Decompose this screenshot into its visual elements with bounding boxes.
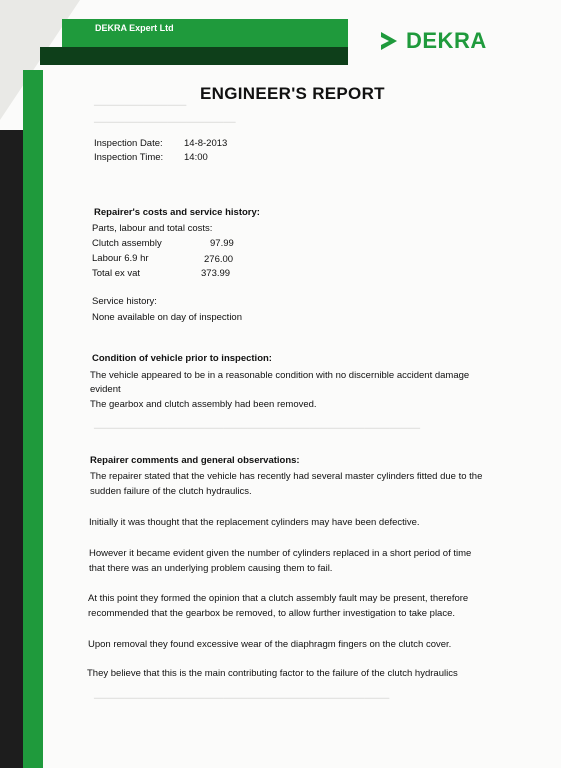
cost-item-value: 97.99 bbox=[210, 238, 234, 249]
inspection-time-value: 14:00 bbox=[184, 152, 208, 163]
bleed-through-text: ▁▁▁▁▁▁▁▁▁▁▁▁▁▁▁ bbox=[94, 97, 187, 106]
bleed-through-text: ▁▁▁▁▁▁▁▁▁▁▁▁▁▁▁▁▁▁▁▁▁▁▁▁▁▁▁▁▁▁▁▁▁▁▁▁▁▁▁▁▁▁▁▁▁▁▁▁ bbox=[94, 690, 390, 699]
comments-text: recommended that the gearbox be removed, to allow further investigation to take place. bbox=[88, 608, 456, 619]
cost-item-label: Total ex vat bbox=[92, 268, 141, 279]
dekra-arrow-logo-icon bbox=[378, 30, 400, 52]
bleed-through-text: ▁▁▁▁▁▁▁▁▁▁▁▁▁▁▁▁▁▁▁▁▁▁▁▁▁▁▁▁▁▁▁▁▁▁▁▁▁▁▁▁▁▁▁▁▁▁▁▁▁▁▁▁▁ bbox=[94, 420, 421, 429]
inspection-time-label: Inspection Time: bbox=[94, 152, 164, 163]
costs-heading: Repairer's costs and service history: bbox=[94, 207, 260, 218]
cost-item-value: 373.99 bbox=[201, 268, 231, 279]
comments-text: They believe that this is the main contributing factor to the failure of the clutch hydraulics bbox=[87, 668, 458, 679]
left-dark-margin bbox=[0, 130, 23, 768]
comments-text: sudden failure of the clutch hydraulics. bbox=[90, 486, 252, 497]
comments-heading: Repairer comments and general observations: bbox=[90, 455, 300, 466]
cost-item-value: 276.00 bbox=[204, 254, 234, 265]
dekra-logo bbox=[378, 28, 487, 54]
cost-item-label: Labour 6.9 hr bbox=[92, 253, 149, 264]
comments-text: that there was an underlying problem causing them to fail. bbox=[89, 563, 333, 574]
service-history-value: None available on day of inspection bbox=[92, 312, 242, 323]
company-name: DEKRA Expert Ltd bbox=[95, 23, 174, 33]
inspection-date-label: Inspection Date: bbox=[94, 138, 163, 149]
cost-item-label: Clutch assembly bbox=[92, 238, 162, 249]
comments-text: The repairer stated that the vehicle has recently had several master cylinders fitted due to the bbox=[90, 471, 483, 482]
condition-text: The vehicle appeared to be in a reasonable condition with no discernible accident damage bbox=[90, 370, 470, 381]
comments-text: However it became evident given the number of cylinders replaced in a short period of time bbox=[89, 548, 472, 559]
condition-text: The gearbox and clutch assembly had been removed. bbox=[90, 399, 317, 410]
comments-text: At this point they formed the opinion that a clutch assembly fault may be present, therefore bbox=[88, 593, 469, 604]
report-title: ENGINEER'S REPORT bbox=[200, 84, 385, 103]
comments-text: Initially it was thought that the replacement cylinders may have been defective. bbox=[89, 517, 420, 528]
condition-text: evident bbox=[90, 384, 121, 395]
costs-intro: Parts, labour and total costs: bbox=[92, 223, 213, 234]
service-history-label: Service history: bbox=[92, 296, 157, 307]
header-band-shadow bbox=[40, 47, 348, 65]
comments-text: Upon removal they found excessive wear of the diaphragm fingers on the clutch cover. bbox=[88, 639, 452, 650]
bleed-through-text: ▁▁▁▁▁▁▁▁▁▁▁▁▁▁▁▁▁▁▁▁▁▁▁ bbox=[94, 114, 236, 123]
inspection-date-value: 14-8-2013 bbox=[184, 138, 228, 149]
condition-heading: Condition of vehicle prior to inspection: bbox=[92, 353, 272, 364]
logo-text: DEKRA bbox=[406, 28, 487, 53]
left-green-stripe bbox=[23, 70, 43, 768]
